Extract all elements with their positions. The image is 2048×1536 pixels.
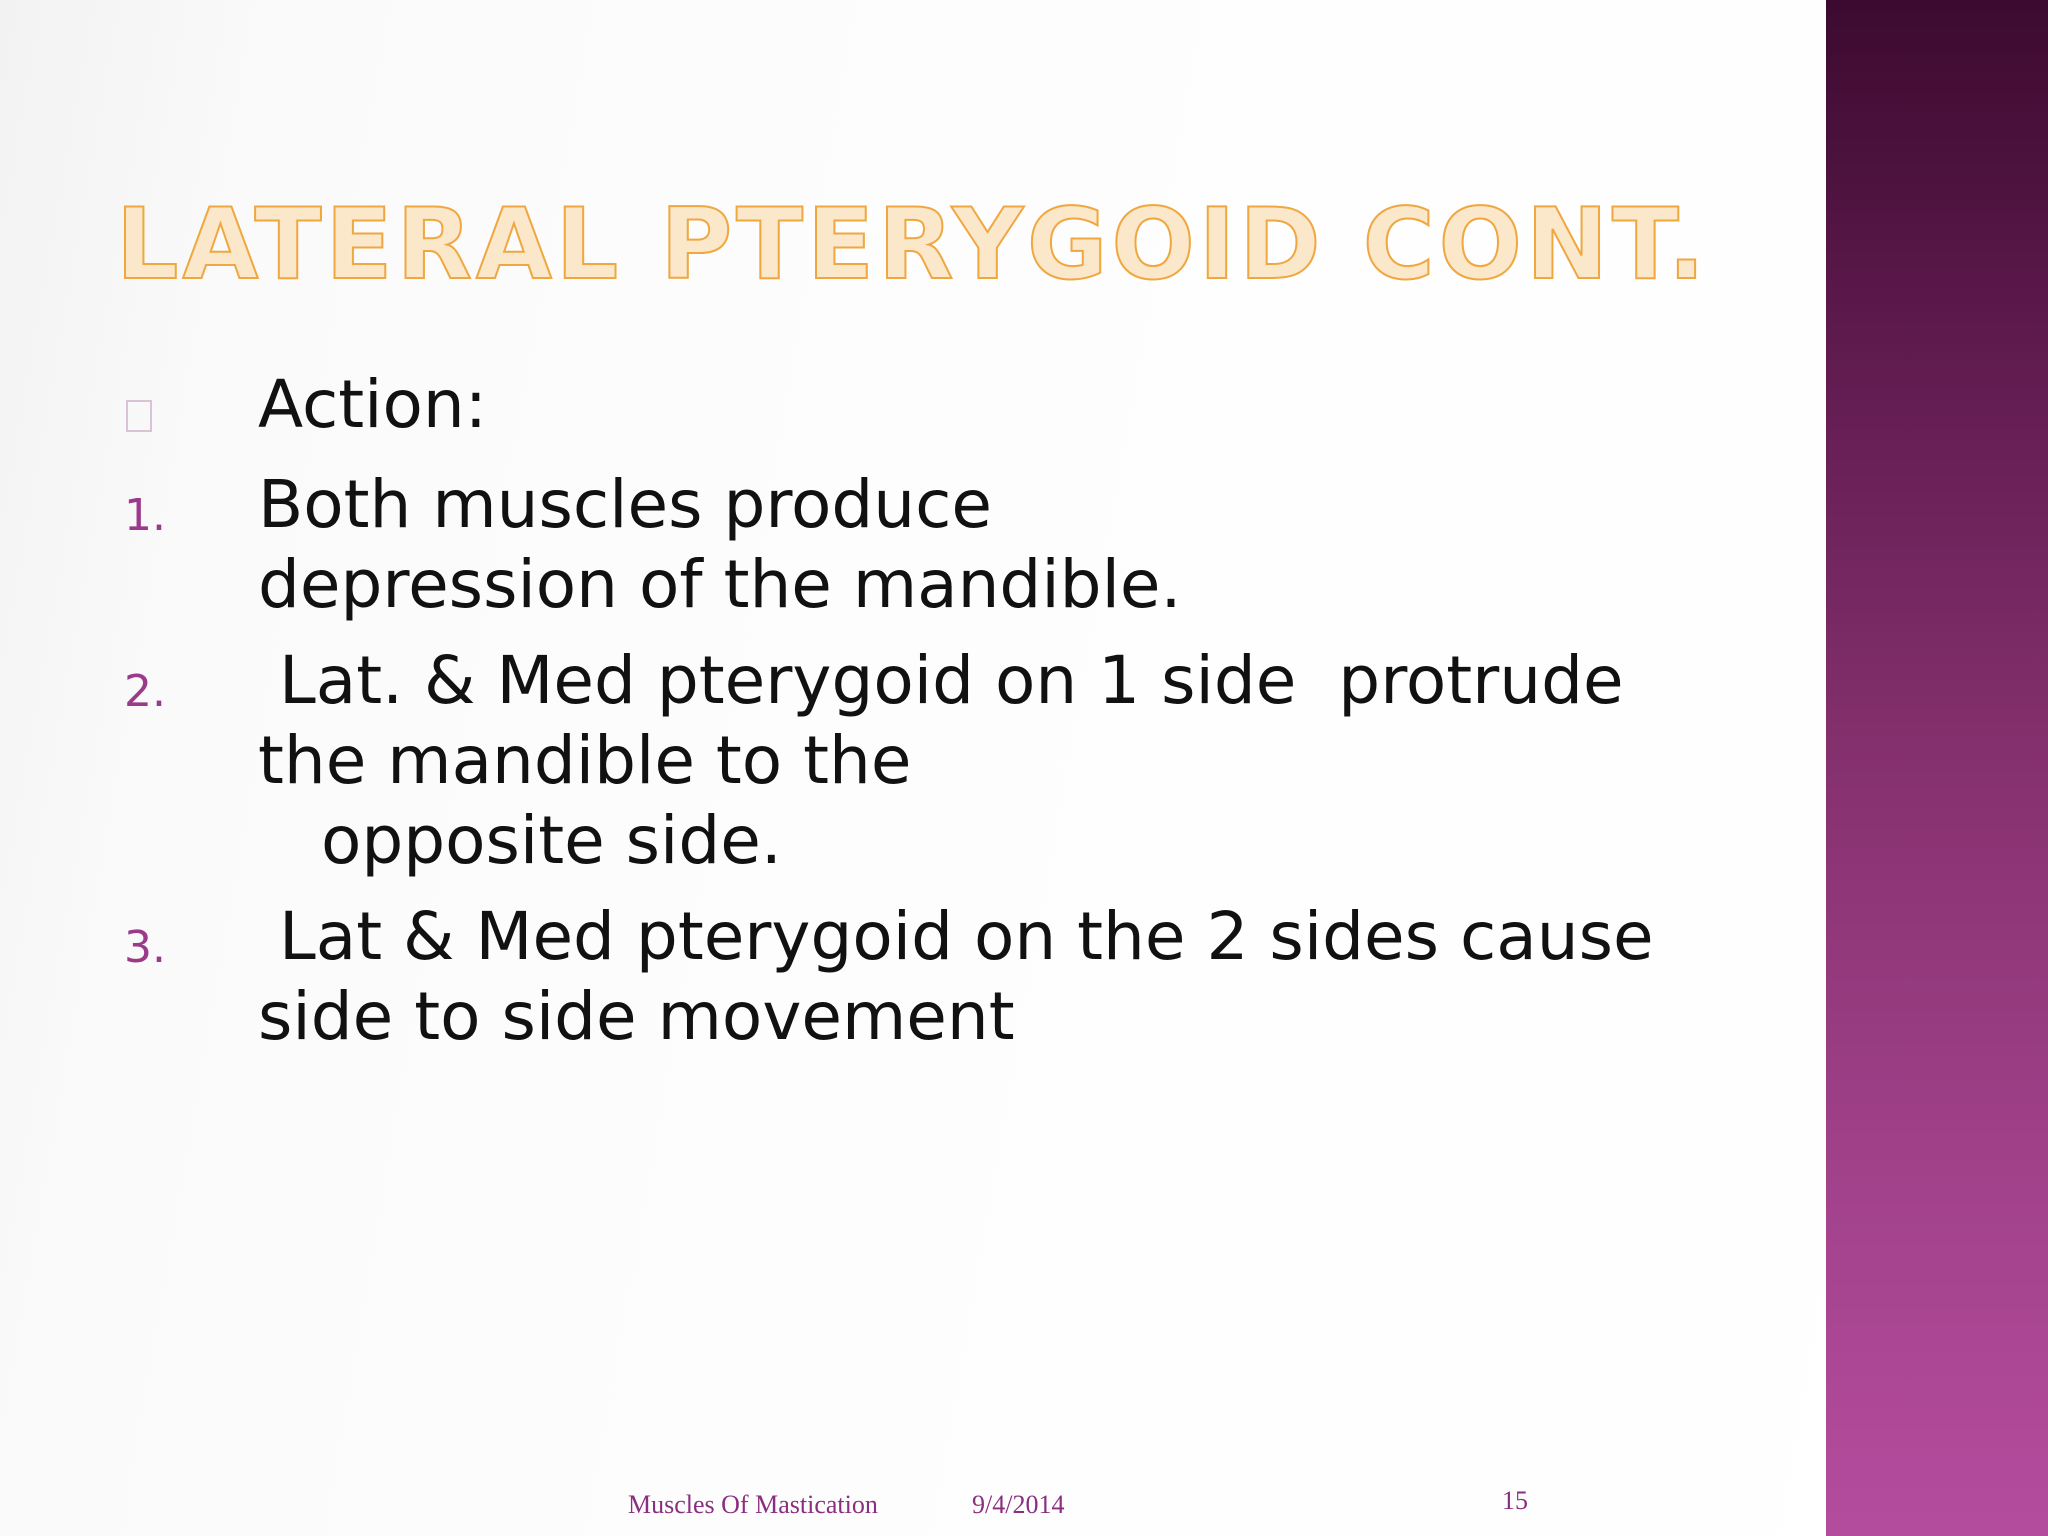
item-2-line-1: Lat. & Med pterygoid on 1 side protrude	[258, 642, 1624, 719]
bullet-text-action: Action:	[258, 366, 487, 443]
footer-presentation-title: Muscles Of Mastication	[628, 1490, 878, 1519]
item-1-line-2: depression of the mandible.	[258, 546, 1182, 623]
item-3-line-2: side to side movement	[258, 978, 1015, 1055]
item-1-line-1: Both muscles produce	[258, 466, 993, 543]
item-3-line-1: Lat & Med pterygoid on the 2 sides cause	[258, 898, 1654, 975]
side-accent-band	[1826, 0, 2048, 1536]
list-number-3: 3.	[124, 922, 166, 973]
item-2-line-2: the mandible to the	[258, 722, 912, 799]
footer-date: 9/4/2014	[972, 1490, 1065, 1519]
item-2-line-3: opposite side.	[258, 802, 782, 879]
slide-title: LATERAL PTERYGOID CONT.	[116, 188, 1710, 302]
list-number-2: 2.	[124, 666, 166, 717]
list-number-1: 1.	[124, 490, 166, 541]
square-bullet-icon	[126, 400, 152, 432]
footer-page-number: 15	[1502, 1486, 1528, 1515]
